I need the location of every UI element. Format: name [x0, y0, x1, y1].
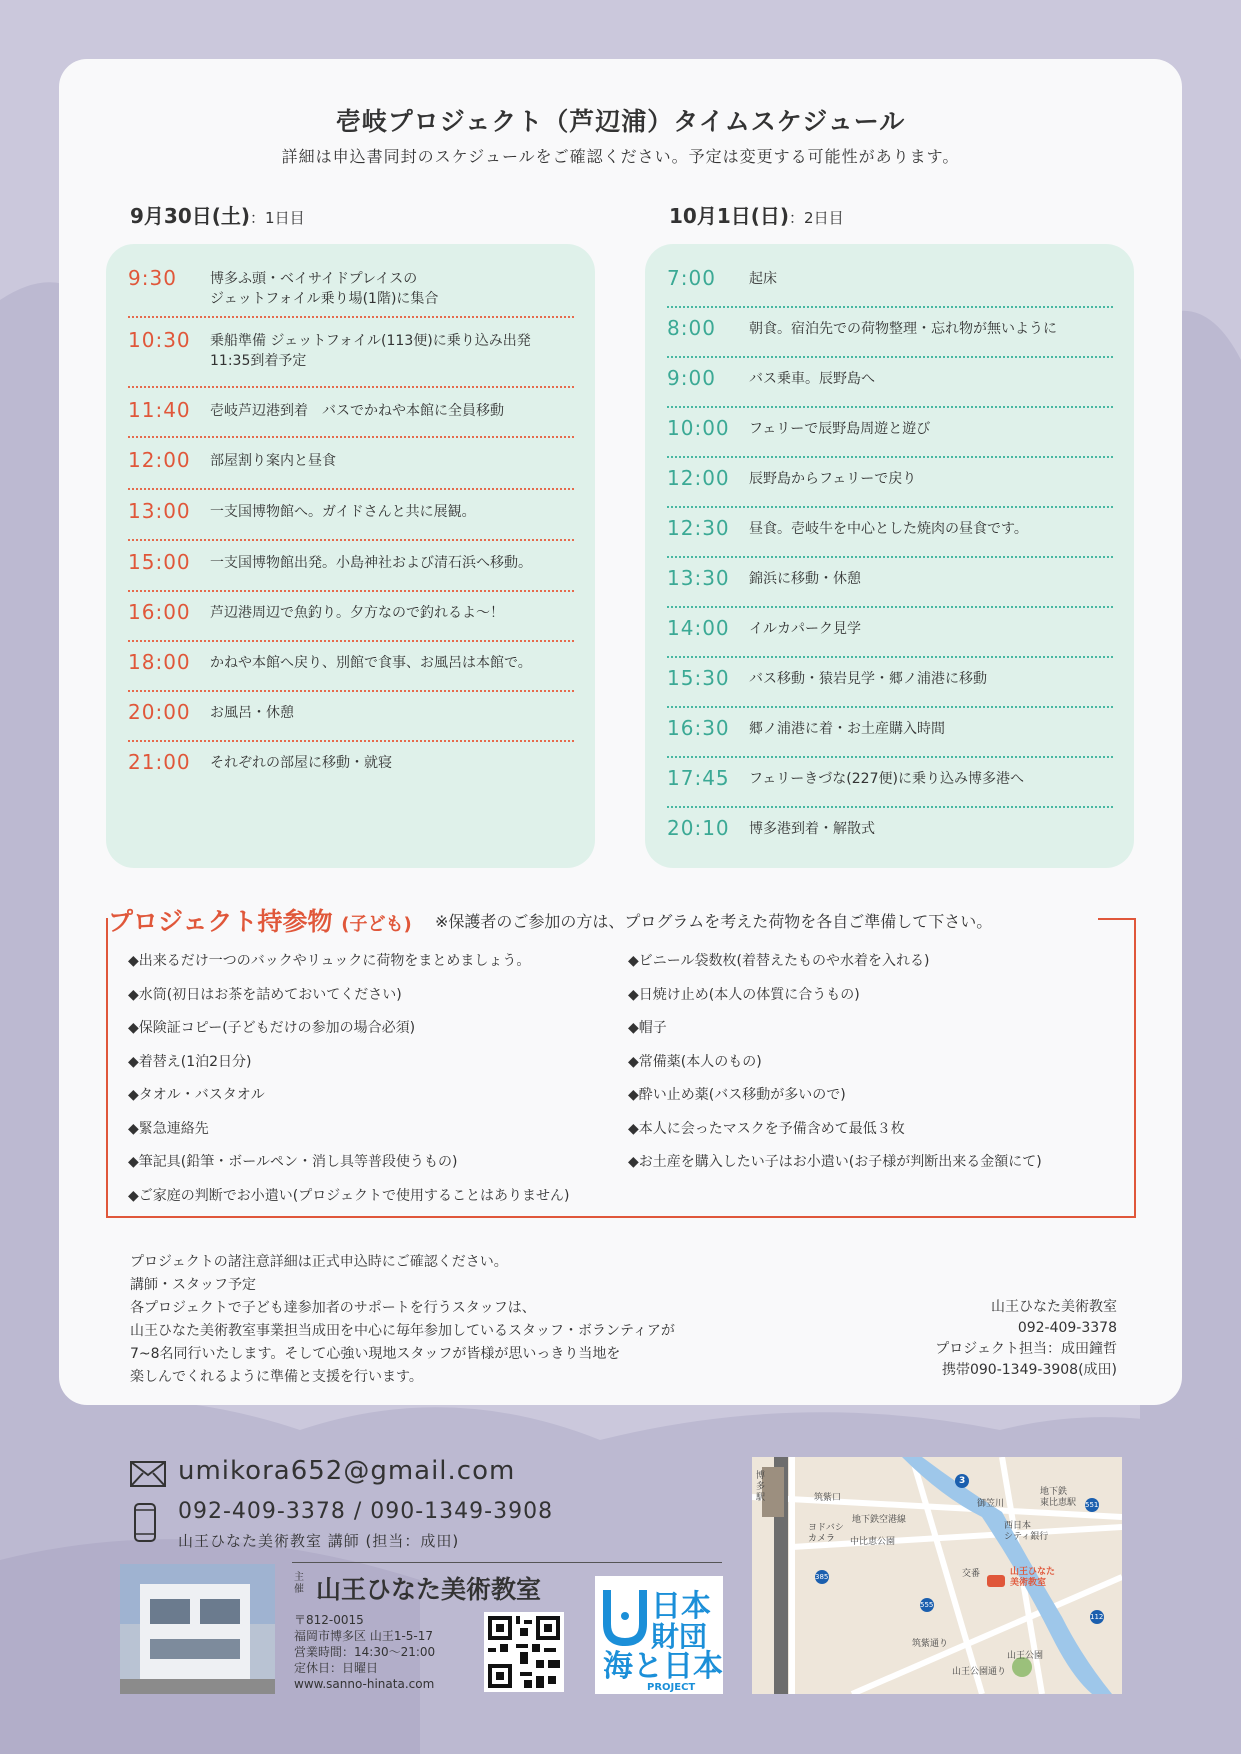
item-right: ◆日焼け止め(本人の体質に合うもの): [628, 986, 860, 1003]
item-right: ◆帽子: [628, 1020, 667, 1036]
schedule-desc: 乗船準備 ジェットフォイル(113便)に乗り込み出発 11:35到着予定: [210, 333, 531, 369]
phone-icon: [133, 1503, 157, 1543]
items-note: ※保護者のご参加の方は、プログラムを考えた荷物を各自ご準備して下さい。: [435, 909, 1000, 932]
schedule-row: [128, 448, 574, 490]
item-right: ◆お土産を購入したい子はお小遣い(お子様が判断出来る金額にて): [628, 1154, 1042, 1170]
organizer-info-line: 福岡市博多区 山王1-5-17: [294, 1629, 434, 1643]
schedule-time: 17:45: [667, 766, 730, 790]
svg-text:海と日本: 海と日本: [603, 1649, 723, 1684]
schedule-row: [667, 366, 1113, 408]
schedule-row: [128, 398, 574, 438]
organizer-label: 主催: [294, 1572, 304, 1595]
organizer-info-line: www.sanno-hinata.com: [294, 1677, 435, 1691]
day1-schedule-panel: [106, 244, 595, 868]
schedule-time: 8:00: [667, 316, 716, 340]
qr-code[interactable]: [484, 1612, 564, 1692]
note-line: 山王ひなた美術教室事業担当成田を中心に毎年参加しているスタッフ・ボランティアが: [130, 1323, 675, 1339]
map-label-river: 御笠川: [977, 1499, 1005, 1509]
schedule-time: 7:00: [667, 266, 716, 290]
schedule-desc: 一支国博物館出発。小島神社および清石浜へ移動。: [210, 555, 532, 571]
schedule-time: 11:40: [128, 398, 191, 422]
item-left: ◆ご家庭の判断でお小遣い(プロジェクトで使用することはありません): [128, 1187, 570, 1204]
organizer-name: 山王ひなた美術教室: [316, 1575, 542, 1604]
svg-text:日本: 日本: [651, 1589, 711, 1624]
map-label-sanno-park-dori: 山王公園通り: [952, 1667, 1007, 1677]
schedule-time: 13:30: [667, 566, 730, 590]
map-label-police-box: 交番: [962, 1569, 981, 1579]
schedule-row: [667, 566, 1113, 608]
schedule-desc: 錦浜に移動・休憩: [749, 571, 861, 587]
schedule-desc: 博多ふ頭・ベイサイドプレイスの ジェットフォイル乗り場(1階)に集合: [210, 271, 439, 307]
map-label-subway-line: 地下鉄空港線: [852, 1515, 907, 1525]
schedule-row: [128, 550, 574, 592]
schedule-desc: 博多港到着・解散式: [749, 821, 875, 837]
map-label-hakata-station: 博多駅: [756, 1471, 766, 1503]
schedule-desc: 辰野島からフェリーで戻り: [749, 471, 917, 487]
schedule-time: 10:00: [667, 416, 730, 440]
schedule-desc: かねや本館へ戻り、別館で食事、お風呂は本館で。: [210, 655, 532, 671]
organizer-info-line: 営業時間：14:30～21:00: [294, 1645, 436, 1659]
map-label-yodobashi: ヨドバシ カメラ: [808, 1523, 844, 1544]
map-route-551: 551: [1085, 1501, 1099, 1509]
schedule-desc: 昼食。壱岐牛を中心とした焼肉の昼食です。: [749, 521, 1028, 537]
schedule-desc: フェリーきづな(227便)に乗り込み博多港へ: [749, 771, 1024, 787]
schedule-time: 15:30: [667, 666, 730, 690]
schedule-desc: バス乗車。辰野島へ: [749, 371, 875, 387]
contact-block: [935, 1297, 1117, 1381]
organizer-info-line: 〒812-0015: [294, 1613, 364, 1627]
schedule-time: 12:00: [667, 466, 730, 490]
item-left: ◆水筒(初日はお茶を詰めておいてください): [128, 986, 402, 1003]
schedule-time: 9:00: [667, 366, 716, 390]
item-left: ◆タオル・バスタオル: [128, 1087, 265, 1103]
schedule-row: [667, 816, 1113, 856]
day2-heading: [669, 200, 844, 229]
schedule-time: 15:00: [128, 550, 191, 574]
schedule-desc: 芦辺港周辺で魚釣り。夕方なので釣れるよ～！: [210, 605, 504, 621]
contact-line: 092-409-3378: [1017, 1320, 1117, 1336]
schedule-desc: 一支国博物館へ。ガイドさんと共に展観。: [210, 504, 476, 520]
schedule-desc: イルカパーク見学: [749, 621, 861, 637]
item-left: ◆着替え(1泊2日分): [128, 1053, 252, 1070]
note-line: 講師・スタッフ予定: [130, 1277, 256, 1293]
items-title: [108, 902, 418, 938]
access-map[interactable]: [752, 1457, 1122, 1694]
schedule-time: 12:30: [667, 516, 730, 540]
map-label-higashihie-station: 地下鉄 東比恵駅: [1040, 1487, 1077, 1508]
map-label-chikushi-dori: 筑紫通り: [912, 1639, 949, 1649]
item-left: ◆緊急連絡先: [128, 1120, 209, 1137]
schedule-desc: 壱岐芦辺港到着 バスでかねや本館に全員移動: [210, 403, 504, 419]
schedule-time: 20:10: [667, 816, 730, 840]
contact-line: 山王ひなた美術教室: [991, 1299, 1117, 1315]
contact-instructor: 山王ひなた美術教室 講師 (担当：成田): [178, 1532, 460, 1550]
item-right: ◆酔い止め薬(バス移動が多いので): [628, 1087, 846, 1103]
schedule-row: [667, 616, 1113, 658]
map-label-nakahie-park: 中比恵公園: [850, 1537, 896, 1547]
schedule-desc: お風呂・休憩: [210, 705, 294, 721]
schedule-row: [667, 766, 1113, 808]
item-right: ◆本人に会ったマスクを予備含めて最低３枚: [628, 1120, 905, 1137]
item-left: ◆出来るだけ一つのバックやリュックに荷物をまとめましょう。: [128, 953, 531, 969]
schedule-row: [667, 316, 1113, 358]
schedule-desc: 郷ノ浦港に着・お土産購入時間: [749, 721, 945, 737]
map-label-nishinippon-bank: 西日本 シティ銀行: [1004, 1521, 1049, 1542]
schedule-time: 12:00: [128, 448, 191, 472]
day2-label: ：2日目: [789, 209, 844, 227]
schedule-row: [667, 466, 1113, 508]
items-box-top-line: [1098, 918, 1136, 920]
schedule-row: [667, 266, 1113, 308]
page-title: 壱岐プロジェクト（芦辺浦）タイムスケジュール: [335, 107, 906, 136]
schedule-row: [667, 716, 1113, 758]
item-right: ◆常備薬(本人のもの): [628, 1053, 762, 1070]
map-route-555: 555: [920, 1601, 934, 1609]
items-title-text: プロジェクト持参物: [108, 907, 333, 936]
contact-line: 携帯090-1349-3908(成田): [941, 1362, 1117, 1378]
map-label-sanno-park: 山王公園: [1007, 1651, 1044, 1661]
map-label-school: 山王ひなた 美術教室: [1010, 1567, 1056, 1588]
schedule-time: 20:00: [128, 700, 191, 724]
schedule-row: [667, 516, 1113, 558]
schedule-time: 13:00: [128, 499, 191, 523]
note-line: 各プロジェクトで子ども達参加者のサポートを行うスタッフは、: [130, 1300, 536, 1316]
schedule-row: [667, 416, 1113, 458]
schedule-time: 21:00: [128, 750, 191, 774]
nippon-foundation-logo: [595, 1576, 723, 1694]
note-line: 楽しんでくれるように準備と支援を行います。: [130, 1369, 423, 1385]
map-route-3: 3: [959, 1476, 966, 1486]
day2-schedule-panel: [645, 244, 1134, 868]
map-label-chikushi-exit: 筑紫口: [814, 1493, 842, 1503]
svg-text:PROJECT: PROJECT: [647, 1682, 696, 1693]
schedule-desc: それぞれの部屋に移動・就寝: [210, 755, 392, 771]
schedule-time: 9:30: [128, 266, 177, 290]
map-route-385: 385: [815, 1573, 829, 1581]
building-photo: [120, 1564, 275, 1694]
notes-block: [130, 1251, 675, 1389]
item-left: ◆筆記具(鉛筆・ボールペン・消し具等普段使うもの): [128, 1154, 458, 1170]
schedule-row: [128, 499, 574, 541]
schedule-time: 18:00: [128, 650, 191, 674]
contact-email[interactable]: umikora652@gmail.com: [178, 1456, 516, 1486]
item-right: ◆ビニール袋数枚(着替えたものや水着を入れる): [628, 953, 930, 969]
item-left: ◆保険証コピー(子どもだけの参加の場合必須): [128, 1020, 416, 1036]
schedule-row: [128, 750, 574, 790]
schedule-row: [128, 600, 574, 642]
day1-date: 9月30日(土): [130, 204, 251, 228]
schedule-desc: 朝食。宿泊先での荷物整理・忘れ物が無いように: [749, 321, 1057, 337]
organizer-info: [294, 1612, 435, 1692]
schedule-row: [128, 650, 574, 692]
page-subtitle: 詳細は申込書同封のスケジュールをご確認ください。予定は変更する可能性があります。: [281, 147, 960, 166]
contact-line: プロジェクト担当：成田鐘哲: [935, 1341, 1117, 1357]
footer-divider: [292, 1562, 722, 1563]
schedule-desc: 部屋割り案内と昼食: [210, 453, 336, 469]
note-line: 7~8名同行いたします。そして心強い現地スタッフが皆様が思いっきり当地を: [130, 1346, 621, 1362]
note-line: プロジェクトの諸注意詳細は正式申込時にご確認ください。: [130, 1254, 508, 1270]
schedule-desc: フェリーで辰野島周遊と遊び: [749, 421, 931, 437]
day1-heading: [130, 200, 305, 229]
schedule-row: [667, 666, 1113, 708]
schedule-row: [128, 700, 574, 742]
schedule-time: 16:00: [128, 600, 191, 624]
schedule-row: [128, 266, 574, 318]
mail-icon: [130, 1461, 166, 1487]
svg-text:財団: 財団: [651, 1620, 708, 1653]
map-route-112: 112: [1090, 1613, 1104, 1621]
schedule-desc: 起床: [749, 271, 777, 287]
schedule-row: [128, 328, 574, 388]
schedule-time: 16:30: [667, 716, 730, 740]
schedule-desc: バス移動・猿岩見学・郷ノ浦港に移動: [749, 671, 987, 687]
contact-phones: 092-409-3378 / 090-1349-3908: [178, 1499, 554, 1524]
schedule-time: 14:00: [667, 616, 730, 640]
day2-date: 10月1日(日): [669, 204, 790, 228]
items-title-sub: (子ども): [341, 914, 412, 935]
organizer-info-line: 定休日：日曜日: [294, 1661, 379, 1675]
schedule-time: 10:30: [128, 328, 191, 352]
day1-label: ：1日目: [250, 209, 305, 227]
